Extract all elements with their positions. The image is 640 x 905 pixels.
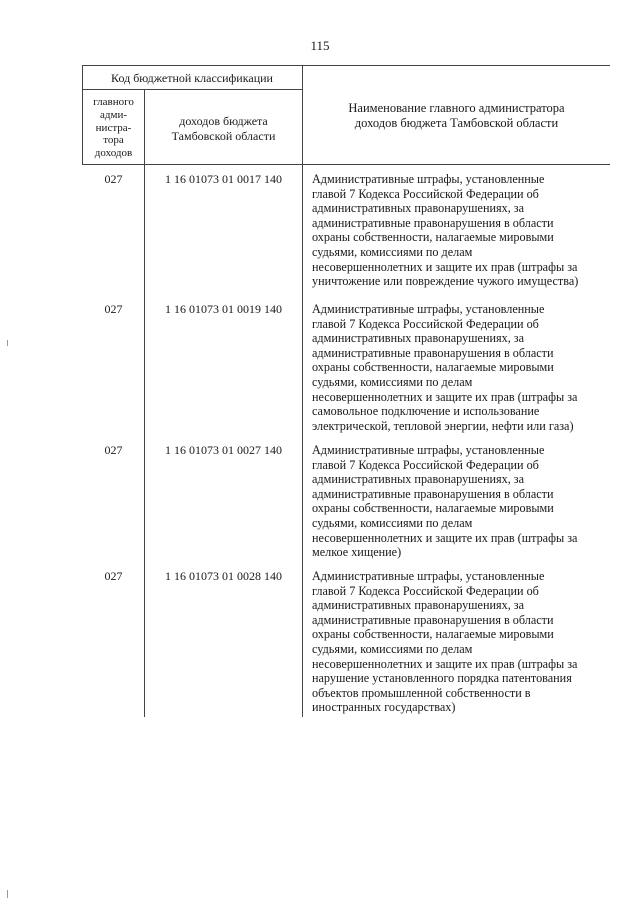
- row-2-administrator-name: Административные штрафы, установленные главой 7 Кодекса Российской Федерации об административных правонарушениях, за административные правонарушения в области охраны собственности, налагаемые мировыми судьями, комиссиями по делам несовершеннолетних и защите их прав (штрафы за самовольное подключение и использование электрической, тепловой энергии, нефти или газа): [312, 302, 578, 433]
- header-name-column: Наименование главного администратора доходов бюджета Тамбовской области: [348, 101, 565, 130]
- header-bottom-rule: [82, 164, 610, 165]
- scan-mark: [7, 890, 8, 898]
- header-group-title: Код бюджетной классификации: [111, 71, 273, 85]
- column-divider-2: [302, 65, 303, 717]
- row-1-administrator-name: Административные штрафы, установленные главой 7 Кодекса Российской Федерации об административных правонарушениях, за административные правонарушения в области охраны собственности, налагаемые мировыми судьями, комиссиями по делам несовершеннолетних и защите их прав (штрафы за уничтожение или повреждение чужого имущества): [312, 172, 579, 289]
- row-1-admin-code: 027: [104, 172, 123, 186]
- row-2-admin-code: 027: [104, 302, 123, 316]
- row-4-administrator-name: Административные штрафы, установленные главой 7 Кодекса Российской Федерации об административных правонарушениях, за административные правонарушения в области охраны собственности, налагаемые мировыми судьями, комиссиями по делам несовершеннолетних и защите их прав (штрафы за нарушение установленного порядка патентования объектов промышленной собственности в иностранных государствах): [312, 569, 578, 715]
- page-number: 115: [310, 38, 330, 53]
- header-revenue-column: доходов бюджета Тамбовской области: [171, 114, 276, 143]
- row-3-revenue-code: 1 16 01073 01 0027 140: [165, 443, 282, 457]
- row-4-admin-code: 027: [104, 569, 123, 583]
- row-3-administrator-name: Административные штрафы, установленные главой 7 Кодекса Российской Федерации об административных правонарушениях, за административные правонарушения в области охраны собственности, налагаемые мировыми судьями, комиссиями по делам несовершеннолетних и защите их прав (штрафы за мелкое хищение): [312, 443, 578, 560]
- row-1-revenue-code: 1 16 01073 01 0017 140: [165, 172, 282, 186]
- row-3-admin-code: 027: [104, 443, 123, 457]
- row-2-revenue-code: 1 16 01073 01 0019 140: [165, 302, 282, 316]
- scan-mark: [7, 340, 8, 346]
- header-split-rule: [82, 89, 302, 90]
- row-4-revenue-code: 1 16 01073 01 0028 140: [165, 569, 282, 583]
- table-top-rule: [82, 65, 610, 66]
- header-admin-column: главного адми- нистра- тора доходов: [93, 96, 134, 160]
